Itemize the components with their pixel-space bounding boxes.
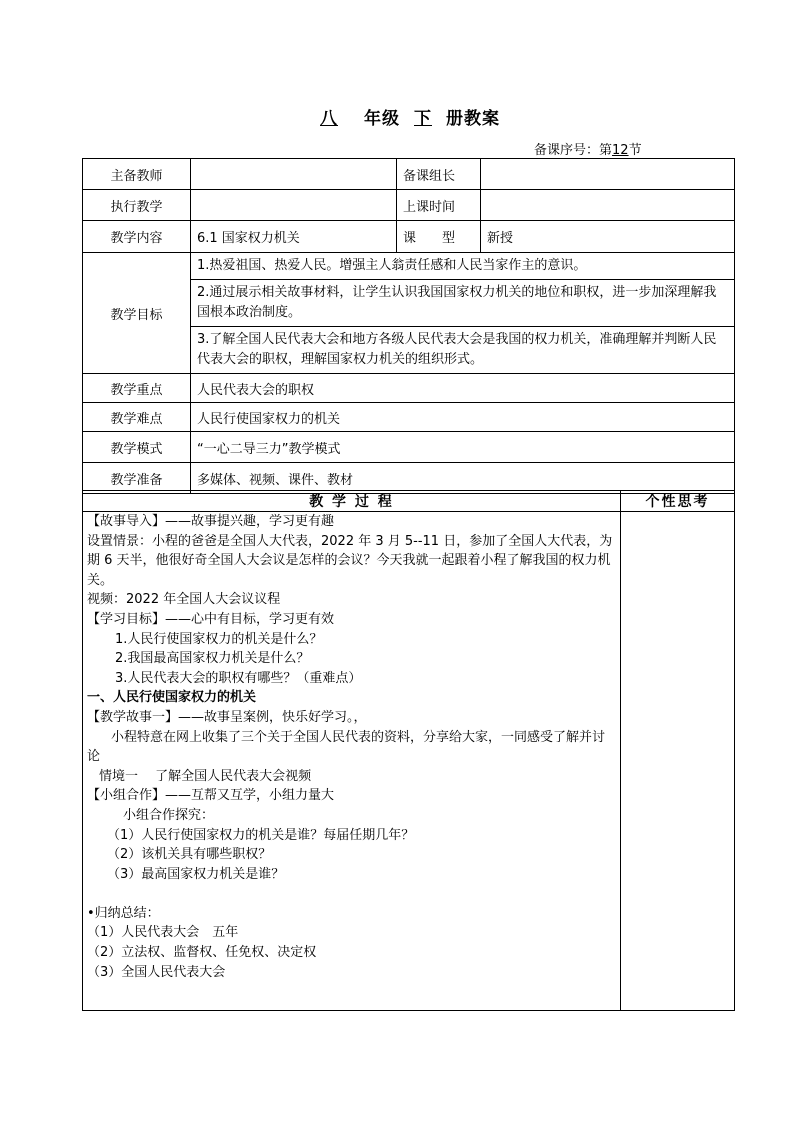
content-label: 教学内容 [83, 221, 191, 253]
lesson-suffix: 节 [628, 143, 642, 158]
mode-value: “一心二导三力”教学模式 [191, 432, 735, 463]
lesson-prefix: 备课序号：第 [534, 143, 613, 158]
process-line: 3.人民代表大会的职权有哪些？（重难点） [115, 670, 362, 686]
exec-teacher-label: 执行教学 [83, 190, 191, 221]
process-line: 【小组合作】——互帮又互学，小组力量大 [87, 788, 335, 804]
class-time-value [481, 190, 735, 221]
process-line: 情境一 了解全国人民代表大会视频 [99, 768, 312, 784]
goal-item: 2.通过展示相关故事材料，让学生认识我国国家权力机关的地位和职权，进一步加深理解我国根本政治制度。 [191, 280, 734, 327]
process-line: •归纳总结： [87, 905, 160, 921]
type-value: 新授 [481, 221, 735, 253]
process-line: （1）人民行使国家权力的机关是谁？每届任期几年？ [107, 827, 415, 843]
focus-label: 教学重点 [83, 374, 191, 403]
process-line: 【教学故事一】——故事呈案例，快乐好学习。， [87, 709, 367, 725]
section-heading: 一、人民行使国家权力的机关 [87, 690, 257, 706]
content-value: 6.1 国家权力机关 [191, 221, 397, 253]
reflection-header: 个性思考 [621, 491, 735, 512]
process-line: 【故事导入】——故事提兴趣，学习更有趣 [87, 514, 335, 529]
page-title [0, 104, 794, 129]
grade-suffix: 年级 [364, 109, 400, 129]
lesson-number-line [534, 139, 642, 158]
prep-value: 多媒体、视频、课件、教材 [191, 463, 735, 494]
process-line: 小组合作探究： [123, 807, 215, 823]
process-line: （2）该机关具有哪些职权？ [107, 847, 272, 863]
process-table [82, 490, 735, 1011]
exec-teacher-value [191, 190, 397, 221]
process-line: （2）立法权、监督权、任免权、决定权 [87, 945, 317, 961]
goal-item: 1.热爱祖国、热爱人民。增强主人翁责任感和人民当家作主的意识。 [191, 253, 734, 280]
focus-value: 人民代表大会的职权 [191, 374, 735, 403]
lesson-number: 12 [612, 143, 629, 158]
prep-label: 教学准备 [83, 463, 191, 494]
process-line: 2.我国最高国家权力机关是什么？ [115, 651, 310, 667]
difficulty-value: 人民行使国家权力的机关 [191, 403, 735, 432]
goals-cell [191, 253, 735, 374]
grade-value: 八 [320, 109, 338, 129]
process-header: 教 学 过 程 [83, 491, 621, 512]
term-value: 下 [414, 109, 432, 129]
term-suffix: 册教案 [446, 109, 500, 129]
class-time-label: 上课时间 [397, 190, 481, 221]
reflection-content [621, 512, 735, 1011]
difficulty-label: 教学难点 [83, 403, 191, 432]
process-line: （3）全国人民代表大会 [87, 964, 226, 980]
main-teacher-value [191, 159, 397, 190]
process-line: 1.人民行使国家权力的机关是什么？ [115, 631, 323, 647]
type-label: 课 型 [397, 221, 481, 253]
goals-label: 教学目标 [83, 253, 191, 374]
group-leader-value [481, 159, 735, 190]
info-table [82, 158, 735, 494]
process-line: 小程特意在网上收集了三个关于全国人民代表的资料，分享给大家，一同感受了解并讨论 [87, 729, 606, 765]
process-line: 设置情景：小程的爸爸是全国人大代表，2022 年 3 月 5--11 日，参加了全国人大代表，为期 6 天半，他很好奇全国人大会议是怎样的会议？今天我就一起跟着小程了解我国的权力机关。 [87, 533, 613, 588]
goal-item: 3.了解全国人民代表大会和地方各级人民代表大会是我国的权力机关，准确理解并判断人民代表大会的职权，理解国家权力机关的组织形式。 [197, 332, 717, 367]
main-teacher-label: 主备教师 [83, 159, 191, 190]
mode-label: 教学模式 [83, 432, 191, 463]
process-spacer [87, 884, 616, 904]
process-line: （3）最高国家权力机关是谁？ [107, 866, 285, 882]
process-line: 视频：2022 年全国人大会议议程 [87, 592, 281, 608]
process-line: （1）人民代表大会 五年 [87, 925, 239, 941]
group-leader-label: 备课组长 [397, 159, 481, 190]
process-content [83, 512, 621, 1011]
process-line: 【学习目标】——心中有目标，学习更有效 [87, 611, 335, 627]
